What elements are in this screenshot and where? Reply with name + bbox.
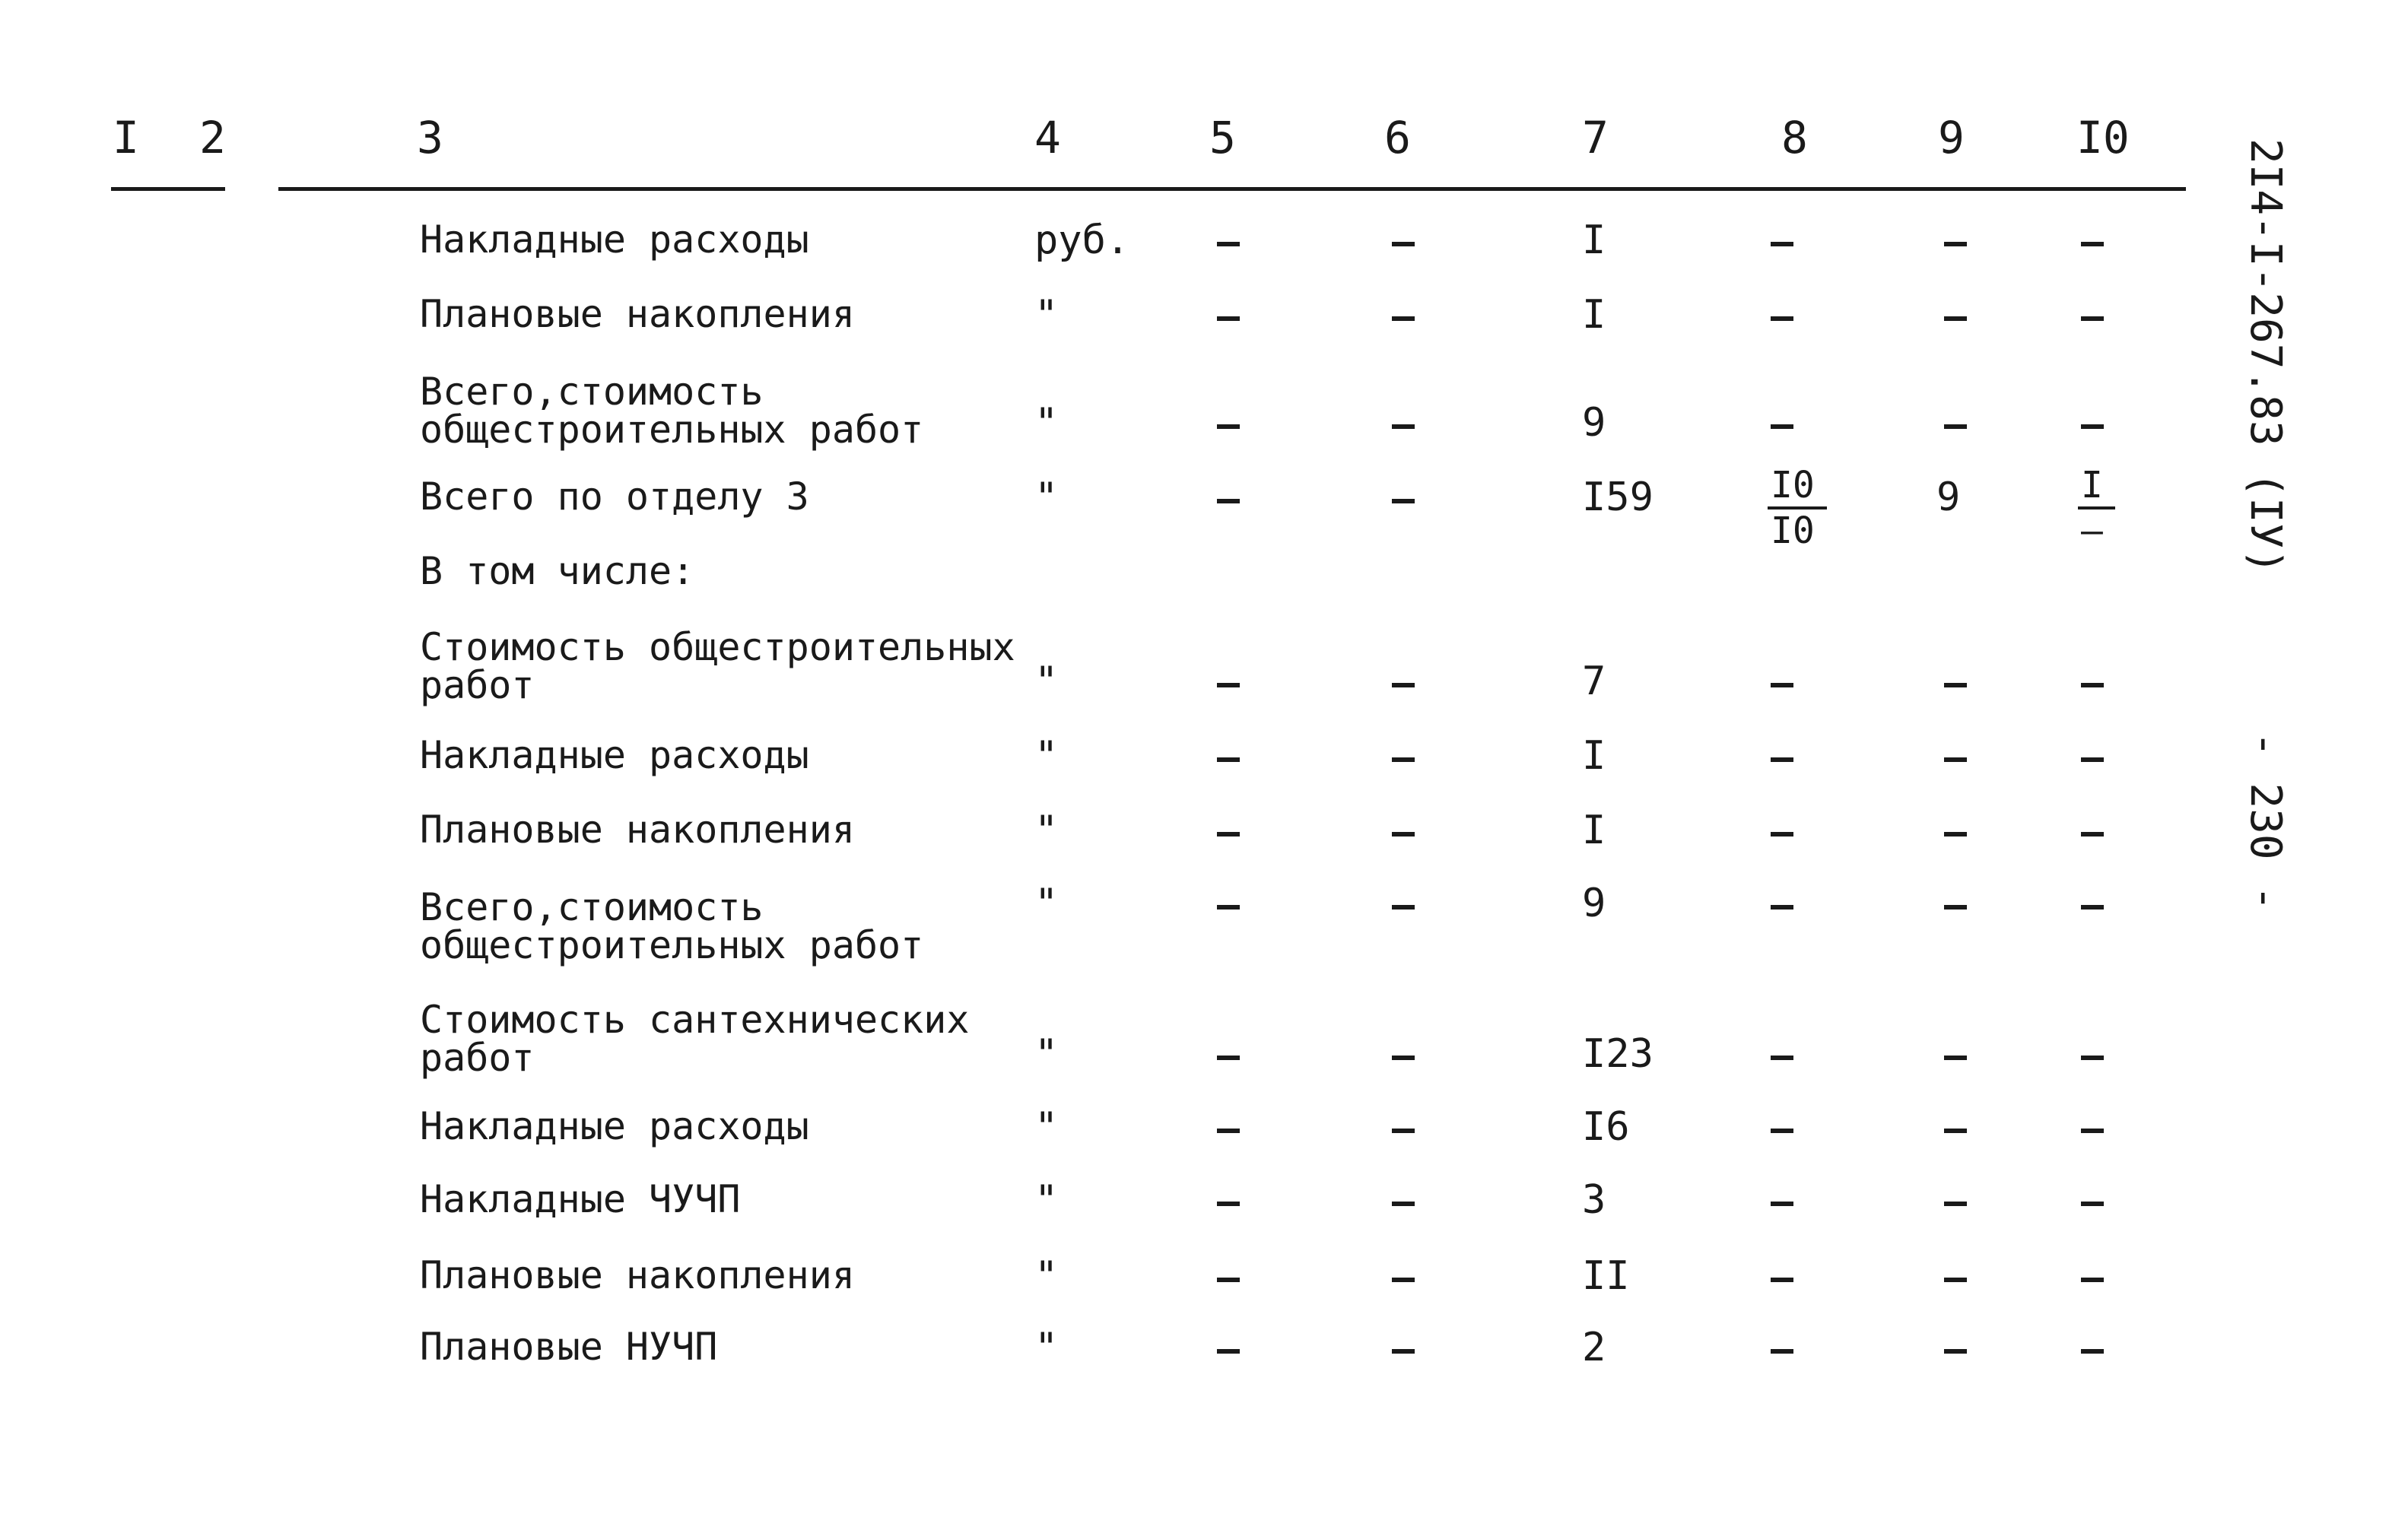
cell-c9-empty <box>1944 1278 1967 1282</box>
cell-unit: " <box>1034 733 1059 779</box>
fraction-numerator: I <box>2081 464 2103 506</box>
header-rule-1 <box>111 187 225 191</box>
col-header-1: I <box>113 112 139 163</box>
cell-c6-empty <box>1392 1129 1415 1133</box>
row-label: Накладные ЧУЧП <box>420 1177 741 1221</box>
cell-c8-empty <box>1771 1129 1793 1133</box>
cell-unit: " <box>1034 808 1059 853</box>
row-label: Плановые накопления <box>420 1253 855 1297</box>
cell-c9-empty <box>1944 1056 1967 1060</box>
cell-c8-empty <box>1771 1349 1793 1354</box>
cell-c6-empty <box>1392 316 1415 321</box>
cell-unit: " <box>1034 1177 1059 1223</box>
cell-c8-empty <box>1771 905 1793 910</box>
cell-c8-empty <box>1771 1278 1793 1282</box>
cell-unit: " <box>1034 1325 1059 1370</box>
col-header-6: 6 <box>1384 112 1411 163</box>
cell-c9-empty <box>1944 1349 1967 1354</box>
row-label: Всего,стоимость общестроительных работ <box>420 885 924 967</box>
col-header-7: 7 <box>1582 112 1609 163</box>
cell-c10-empty <box>2081 424 2104 429</box>
cell-c8-empty <box>1771 1056 1793 1060</box>
cell-c7: I6 <box>1582 1104 1630 1150</box>
cell-c6-empty <box>1392 832 1415 837</box>
cell-c5-empty <box>1217 1278 1240 1282</box>
cell-c9-empty <box>1944 832 1967 837</box>
row-label: Стоимость сантехнических работ <box>420 998 970 1080</box>
cell-c9: 9 <box>1936 475 1961 520</box>
cell-c5-empty <box>1217 832 1240 837</box>
cell-c10-empty <box>2081 1129 2104 1133</box>
cell-c10-empty <box>2081 683 2104 687</box>
fraction-denominator: – <box>2081 510 2103 552</box>
row-label: Накладные расходы <box>420 733 809 777</box>
row-label: Плановые накопления <box>420 808 855 852</box>
cell-c6-empty <box>1392 1349 1415 1354</box>
cell-unit: руб. <box>1034 217 1130 263</box>
cell-c5-empty <box>1217 1202 1240 1206</box>
row-label: Накладные расходы <box>420 1104 809 1148</box>
page-number: - 230 - <box>2241 732 2290 912</box>
row-label: Всего,стоимость общестроительных работ <box>420 370 924 452</box>
cell-c6-empty <box>1392 424 1415 429</box>
fraction-numerator: I0 <box>1771 464 1815 506</box>
cell-c10-empty <box>2081 757 2104 762</box>
cell-c9-empty <box>1944 424 1967 429</box>
cell-unit: " <box>1034 292 1059 338</box>
cell-c10-empty <box>2081 905 2104 910</box>
cell-c10-empty <box>2081 1278 2104 1282</box>
row-label: В том числе: <box>420 549 695 593</box>
cell-unit: " <box>1034 1253 1059 1299</box>
col-header-4: 4 <box>1034 112 1061 163</box>
cell-c9-empty <box>1944 757 1967 762</box>
cell-c10-empty <box>2081 832 2104 837</box>
cell-c7: I59 <box>1582 475 1654 520</box>
cell-unit: " <box>1034 1031 1059 1077</box>
cell-c5-empty <box>1217 683 1240 687</box>
cell-c8-empty <box>1771 683 1793 687</box>
cell-c8-empty <box>1771 757 1793 762</box>
cell-c7: 7 <box>1582 659 1606 704</box>
row-label: Плановые НУЧП <box>420 1325 718 1369</box>
cell-c6-empty <box>1392 1278 1415 1282</box>
cell-c9-empty <box>1944 1129 1967 1133</box>
cell-c6-empty <box>1392 683 1415 687</box>
cell-unit: " <box>1034 881 1059 926</box>
cell-c6-empty <box>1392 499 1415 503</box>
row-label: Стоимость общестроительных работ <box>420 625 1015 707</box>
cell-c5-empty <box>1217 1349 1240 1354</box>
cell-c6-empty <box>1392 1056 1415 1060</box>
header-rule-2 <box>278 187 2186 191</box>
cell-c7: I <box>1582 217 1606 263</box>
col-header-3: 3 <box>417 112 443 163</box>
col-header-8: 8 <box>1781 112 1808 163</box>
col-header-10: I0 <box>2076 112 2130 163</box>
cell-c7: 3 <box>1582 1177 1606 1223</box>
cell-c10-empty <box>2081 316 2104 321</box>
cell-c9-empty <box>1944 242 1967 246</box>
cell-c7: I <box>1582 292 1606 338</box>
cell-c7: I23 <box>1582 1031 1654 1077</box>
cell-c5-empty <box>1217 424 1240 429</box>
cell-c7: II <box>1582 1253 1630 1299</box>
cell-c6-empty <box>1392 905 1415 910</box>
cell-c7: I <box>1582 733 1606 779</box>
cell-c7: 9 <box>1582 400 1606 446</box>
col-header-5: 5 <box>1209 112 1236 163</box>
cell-c8-fraction <box>1771 464 1815 552</box>
cell-c6-empty <box>1392 757 1415 762</box>
fraction-denominator: I0 <box>1771 510 1815 552</box>
cell-c10-empty <box>2081 1349 2104 1354</box>
cell-c7: 2 <box>1582 1325 1606 1370</box>
cell-c9-empty <box>1944 683 1967 687</box>
row-label: Накладные расходы <box>420 217 809 262</box>
cell-c5-empty <box>1217 905 1240 910</box>
cell-unit: " <box>1034 659 1059 704</box>
cell-c8-empty <box>1771 424 1793 429</box>
cell-c5-empty <box>1217 316 1240 321</box>
document-code: 2I4-I-267.83 (IУ) <box>2241 138 2290 575</box>
cell-c10-empty <box>2081 1202 2104 1206</box>
col-header-9: 9 <box>1938 112 1965 163</box>
cell-c8-empty <box>1771 316 1793 321</box>
cell-c6-empty <box>1392 242 1415 246</box>
cell-c5-empty <box>1217 242 1240 246</box>
cell-c8-empty <box>1771 1202 1793 1206</box>
cell-c10-empty <box>2081 242 2104 246</box>
cell-c10-empty <box>2081 1056 2104 1060</box>
col-header-2: 2 <box>199 112 226 163</box>
row-label: Плановые накопления <box>420 292 855 336</box>
row-label: Всего по отделу 3 <box>420 475 809 519</box>
cell-c9-empty <box>1944 905 1967 910</box>
cell-c8-empty <box>1771 832 1793 837</box>
cell-c7: I <box>1582 808 1606 853</box>
cell-c9-empty <box>1944 316 1967 321</box>
cell-c5-empty <box>1217 1129 1240 1133</box>
cell-c5-empty <box>1217 499 1240 503</box>
cell-unit: " <box>1034 1104 1059 1150</box>
cell-unit: " <box>1034 400 1059 446</box>
cell-unit: " <box>1034 475 1059 520</box>
cell-c5-empty <box>1217 1056 1240 1060</box>
cell-c6-empty <box>1392 1202 1415 1206</box>
cell-c5-empty <box>1217 757 1240 762</box>
cell-c7: 9 <box>1582 881 1606 926</box>
cell-c10-fraction <box>2081 464 2103 552</box>
cell-c8-empty <box>1771 242 1793 246</box>
cell-c9-empty <box>1944 1202 1967 1206</box>
